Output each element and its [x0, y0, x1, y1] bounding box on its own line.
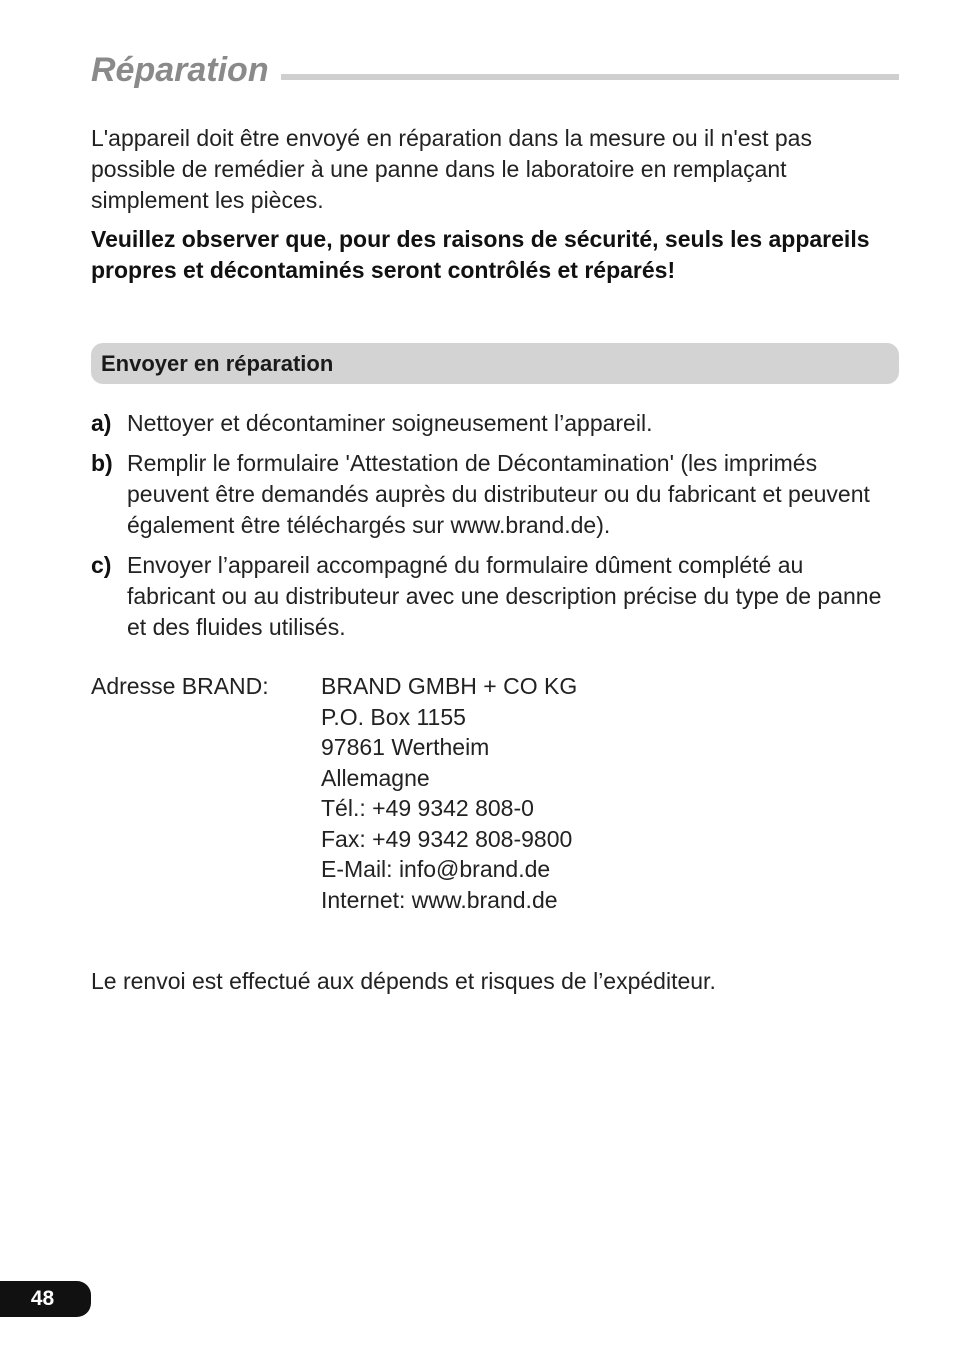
address-city: 97861 Wertheim [321, 734, 490, 760]
address-lines [321, 671, 577, 915]
address-country: Allemagne [321, 764, 430, 791]
step-marker: c) [91, 552, 112, 578]
step-text: Nettoyer et décontaminer soigneusement l’appareil. [127, 410, 653, 436]
address-fax: Fax: +49 9342 808-9800 [321, 825, 573, 852]
address-label: Adresse BRAND: [91, 673, 269, 699]
step-text: Envoyer l’appareil accompagné du formulaire dûment complété au fabricant ou au distributeur avec une description précise du type de panne et des fluides utilisés. [127, 552, 882, 640]
page-title: Réparation [91, 51, 269, 89]
step-item-c [91, 550, 891, 643]
step-marker: b) [91, 450, 113, 476]
address-company: BRAND GMBH + CO KG [321, 673, 578, 699]
section-header-bar [91, 343, 899, 384]
step-item-b [91, 448, 891, 541]
address-website: Internet: www.brand.de [321, 886, 558, 913]
address-po-box: P.O. Box 1155 [321, 703, 466, 730]
step-marker: a) [91, 410, 112, 436]
step-item-a [91, 408, 891, 439]
step-text: Remplir le formulaire 'Attestation de Décontamination' (les imprimés peuvent être demandés auprès du distributeur ou du fabricant et peuvent également être téléchargés sur www.brand.de). [127, 450, 870, 538]
shipping-note: Le renvoi est effectué aux dépends et risques de l’expéditeur. [91, 968, 716, 994]
page-number-tab: 48 [0, 1281, 91, 1317]
safety-warning: Veuillez observer que, pour des raisons de sécurité, seuls les appareils propres et décontaminés seront contrôlés et réparés! [91, 226, 870, 283]
address-email: E-Mail: info@brand.de [321, 856, 551, 882]
intro-paragraph: L'appareil doit être envoyé en réparation dans la mesure ou il n'est pas possible de remédier à une panne dans le laboratoire en remplaçant simplement les pièces. [91, 125, 812, 213]
page-header [91, 48, 899, 92]
repair-steps-list [91, 408, 891, 652]
section-title: Envoyer en réparation [101, 351, 334, 376]
title-rule [281, 74, 899, 80]
address-phone: Tél.: +49 9342 808-0 [321, 795, 534, 821]
